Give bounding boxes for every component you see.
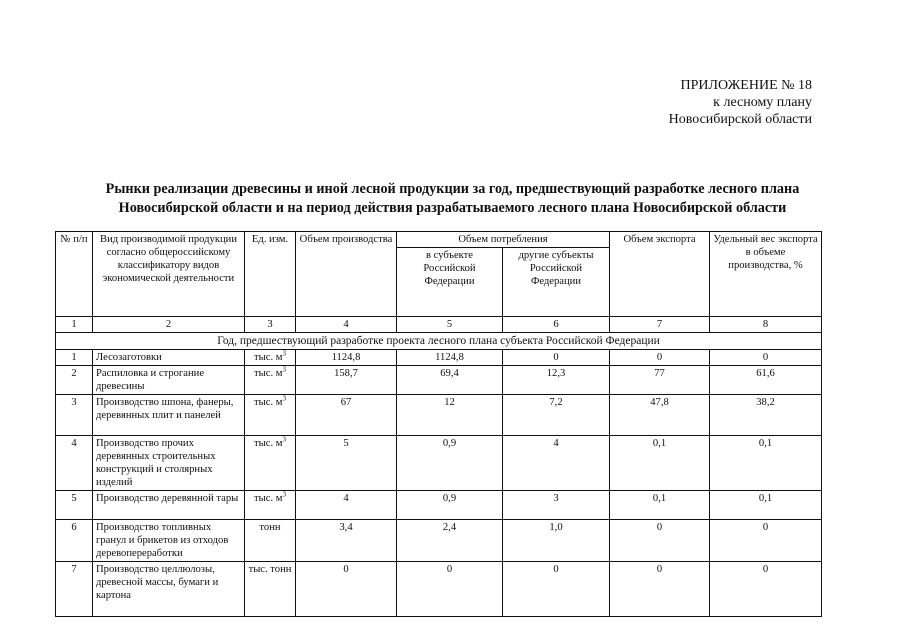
appendix-block — [552, 77, 812, 128]
table-row — [56, 436, 822, 491]
header-other-subjects: другие субъекты Российской Федерации — [503, 248, 610, 317]
row-export: 0 — [610, 350, 710, 366]
column-numbers-row — [56, 317, 822, 333]
column-number: 7 — [610, 317, 710, 333]
row-number: 1 — [56, 350, 93, 366]
header-unit: Ед. изм. — [245, 232, 296, 317]
column-number: 2 — [93, 317, 245, 333]
row-export-share: 0 — [710, 562, 822, 617]
row-number: 7 — [56, 562, 93, 617]
row-export: 77 — [610, 366, 710, 395]
row-production: 0 — [296, 562, 397, 617]
column-number: 3 — [245, 317, 296, 333]
row-in-subject: 1124,8 — [397, 350, 503, 366]
section-row — [56, 333, 822, 350]
table-row — [56, 491, 822, 520]
unit-label: тыс. м — [254, 397, 283, 408]
row-unit — [245, 562, 296, 617]
document-title — [40, 180, 865, 218]
unit-superscript: 3 — [282, 394, 286, 403]
row-export-share: 61,6 — [710, 366, 822, 395]
column-number: 1 — [56, 317, 93, 333]
header-product: Вид производимой продукции согласно общероссийскому классификатору видов экономической деятельности — [93, 232, 245, 317]
row-number: 4 — [56, 436, 93, 491]
row-production: 1124,8 — [296, 350, 397, 366]
unit-superscript: 3 — [282, 349, 286, 358]
header-export: Объем экспорта — [610, 232, 710, 317]
row-product: Производство топливных гранул и брикетов из отходов деревопереработки — [93, 520, 245, 562]
row-in-subject: 12 — [397, 395, 503, 436]
table-row — [56, 562, 822, 617]
unit-superscript: 3 — [282, 435, 286, 444]
table-row — [56, 366, 822, 395]
appendix-reference: к лесному плану — [713, 95, 812, 110]
title-line-1: Рынки реализации древесины и иной лесной продукции за год, предшествующий разработке лесного плана — [105, 181, 800, 197]
row-export-share: 0,1 — [710, 436, 822, 491]
row-number: 5 — [56, 491, 93, 520]
row-production: 5 — [296, 436, 397, 491]
markets-table — [55, 231, 822, 617]
header-share: Удельный вес экспорта в объеме производства, % — [710, 232, 822, 317]
row-in-subject: 0,9 — [397, 491, 503, 520]
row-unit — [245, 436, 296, 491]
title-line-2: Новосибирской области и на период действия разрабатываемого лесного плана Новосибирской области — [118, 200, 787, 216]
row-export: 0,1 — [610, 436, 710, 491]
row-product: Распиловка и строгание древесины — [93, 366, 245, 395]
row-number: 2 — [56, 366, 93, 395]
unit-label: тонн — [259, 522, 281, 533]
row-unit — [245, 491, 296, 520]
row-unit — [245, 395, 296, 436]
row-number: 3 — [56, 395, 93, 436]
column-number: 5 — [397, 317, 503, 333]
header-num: № п/п — [56, 232, 93, 317]
row-in-subject: 0 — [397, 562, 503, 617]
table-row — [56, 350, 822, 366]
row-product: Производство прочих деревянных строительных конструкций и столярных изделий — [93, 436, 245, 491]
unit-label: тыс. тонн — [248, 564, 292, 575]
column-number: 4 — [296, 317, 397, 333]
appendix-region: Новосибирской области — [668, 112, 812, 127]
row-unit — [245, 366, 296, 395]
row-other-subjects: 4 — [503, 436, 610, 491]
row-export: 47,8 — [610, 395, 710, 436]
row-other-subjects: 0 — [503, 350, 610, 366]
unit-label: тыс. м — [254, 438, 283, 449]
row-export-share: 0,1 — [710, 491, 822, 520]
header-consumption: Объем потребления — [397, 232, 610, 248]
row-production: 158,7 — [296, 366, 397, 395]
row-unit — [245, 520, 296, 562]
row-in-subject: 69,4 — [397, 366, 503, 395]
row-export: 0 — [610, 562, 710, 617]
row-other-subjects: 3 — [503, 491, 610, 520]
row-in-subject: 2,4 — [397, 520, 503, 562]
row-other-subjects: 7,2 — [503, 395, 610, 436]
column-number: 6 — [503, 317, 610, 333]
unit-label: тыс. м — [254, 352, 283, 363]
row-production: 3,4 — [296, 520, 397, 562]
header-production: Объем производства — [296, 232, 397, 317]
unit-label: тыс. м — [254, 493, 283, 504]
unit-superscript: 3 — [282, 490, 286, 499]
row-other-subjects: 1,0 — [503, 520, 610, 562]
table-row — [56, 395, 822, 436]
row-production: 4 — [296, 491, 397, 520]
row-export: 0,1 — [610, 491, 710, 520]
row-export-share: 0 — [710, 520, 822, 562]
column-number: 8 — [710, 317, 822, 333]
unit-label: тыс. м — [254, 368, 283, 379]
table-row — [56, 520, 822, 562]
row-number: 6 — [56, 520, 93, 562]
row-product: Лесозаготовки — [93, 350, 245, 366]
section-title: Год, предшествующий разработке проекта лесного плана субъекта Российской Федерации — [56, 333, 822, 350]
row-other-subjects: 12,3 — [503, 366, 610, 395]
row-in-subject: 0,9 — [397, 436, 503, 491]
row-product: Производство шпона, фанеры, деревянных плит и панелей — [93, 395, 245, 436]
row-production: 67 — [296, 395, 397, 436]
row-product: Производство деревянной тары — [93, 491, 245, 520]
row-export-share: 38,2 — [710, 395, 822, 436]
row-export: 0 — [610, 520, 710, 562]
appendix-number: ПРИЛОЖЕНИЕ № 18 — [680, 78, 812, 93]
row-product: Производство целлюлозы, древесной массы, бумаги и картона — [93, 562, 245, 617]
unit-superscript: 3 — [282, 365, 286, 374]
row-export-share: 0 — [710, 350, 822, 366]
row-unit — [245, 350, 296, 366]
header-in-subject: в субъекте Российской Федерации — [397, 248, 503, 317]
row-other-subjects: 0 — [503, 562, 610, 617]
